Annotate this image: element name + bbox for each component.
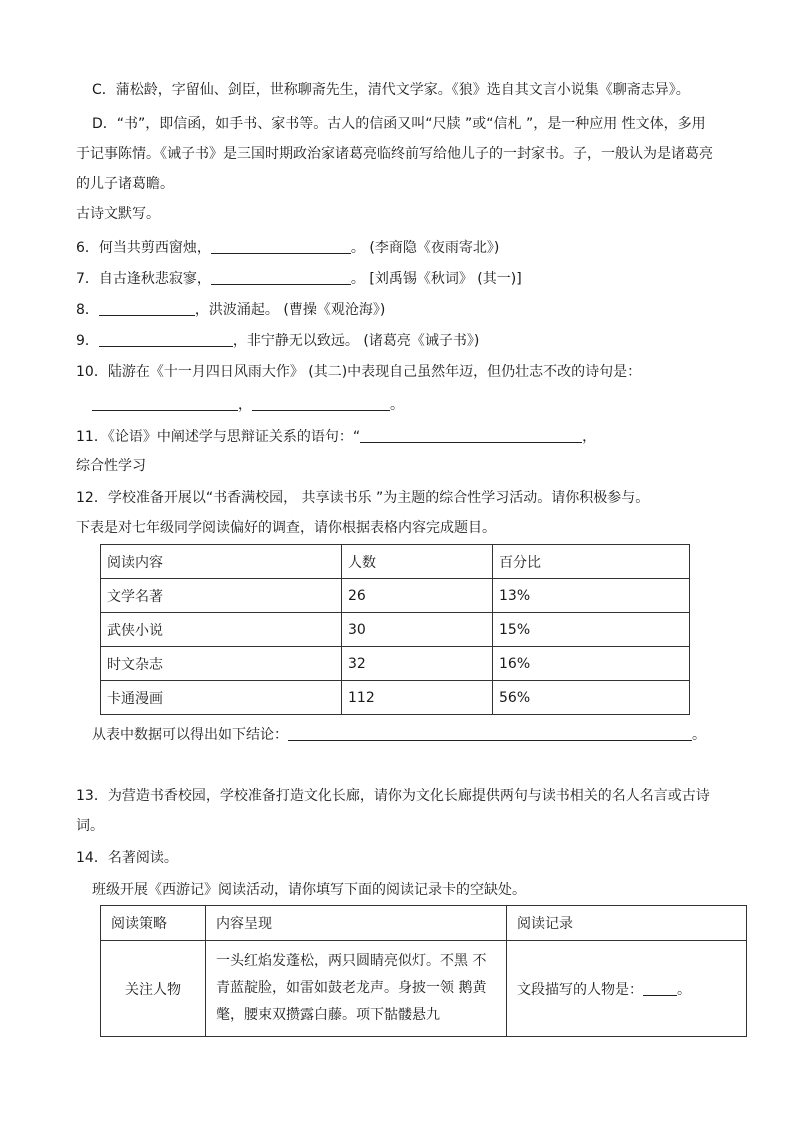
question-9: 9． ，非宁静无以致远。 (诸葛亮《诫子书》) <box>76 330 479 351</box>
table-cell: 56% <box>493 681 690 715</box>
header-cell: 内容呈现 <box>206 906 507 941</box>
question-10: 10．陆游在《十一月四日风雨大作》 (其二)中表现自己虽然年迈，但仍壮志不改的诗句是： <box>76 364 642 380</box>
answer-blank[interactable] <box>211 268 351 285</box>
table-row <box>101 579 690 613</box>
header-cell: 人数 <box>342 545 493 579</box>
question-10-answers: ， 。 <box>92 394 404 415</box>
table-row <box>101 647 690 681</box>
table-header-row <box>101 545 690 579</box>
table-cell: 武侠小说 <box>101 613 342 647</box>
section-comprehensive: 综合性学习 <box>76 458 146 474</box>
header-cell: 阅读策略 <box>101 906 206 941</box>
answer-blank[interactable] <box>252 394 390 411</box>
question-14-sub: 班级开展《西游记》阅读活动，请你填写下面的阅读记录卡的空缺处。 <box>92 882 526 898</box>
record-cell: 文段描写的人物是： 。 <box>507 941 747 1037</box>
table-cell: 文学名著 <box>101 579 342 613</box>
question-13-line2: 词。 <box>76 818 104 834</box>
question-7: 7．自古逢秋悲寂寥， 。 [刘禹锡《秋词》 (其一)] <box>76 268 522 289</box>
question-11: 11．《论语》中阐述学与思辩证关系的语句：“ ， <box>76 426 596 447</box>
answer-blank[interactable] <box>99 299 195 316</box>
answer-blank[interactable] <box>288 724 692 741</box>
conclusion-line: 从表中数据可以得出如下结论： 。 <box>92 724 706 745</box>
table-cell: 32 <box>342 647 493 681</box>
table-cell: 时文杂志 <box>101 647 342 681</box>
question-14: 14．名著阅读。 <box>76 850 178 866</box>
table-cell: 15% <box>493 613 690 647</box>
header-cell: 百分比 <box>493 545 690 579</box>
question-12-sub: 下表是对七年级同学阅读偏好的调查，请你根据表格内容完成题目。 <box>76 520 496 536</box>
option-c: C．蒲松龄，字留仙、剑臣，世称聊斋先生，清代文学家。《狼》选自其文言小说集《聊斋志异》。 <box>92 82 690 98</box>
option-d-line1: D．“书”，即信函，如手书、家书等。古人的信函又叫“尺牍 ”或“信札 ”，是一种应用 性文体，多用 <box>92 116 706 132</box>
question-6: 6．何当共剪西窗烛， 。 (李商隐《夜雨寄北》) <box>76 237 499 258</box>
table-cell: 13% <box>493 579 690 613</box>
record-card-table <box>100 905 747 1037</box>
strategy-cell: 关注人物 <box>101 941 206 1037</box>
question-13-line1: 13．为营造书香校园，学校准备打造文化长廊，请你为文化长廊提供两句与读书相关的名人名言或古诗 <box>76 788 710 804</box>
header-cell: 阅读内容 <box>101 545 342 579</box>
table-cell: 卡通漫画 <box>101 681 342 715</box>
question-12: 12．学校准备开展以“书香满校园， 共享读书乐 ”为主题的综合性学习活动。请你积极参与。 <box>76 490 650 506</box>
table-cell: 16% <box>493 647 690 681</box>
survey-table <box>100 544 690 715</box>
header-cell: 阅读记录 <box>507 906 747 941</box>
table-cell: 30 <box>342 613 493 647</box>
question-8: 8． ，洪波涌起。 (曹操《观沧海》) <box>76 299 385 320</box>
content-line: 一头红焰发蓬松，两只圆睛亮似灯。不黑 不 <box>216 953 487 969</box>
table-cell: 112 <box>342 681 493 715</box>
table-cell: 26 <box>342 579 493 613</box>
content-cell <box>206 941 507 1037</box>
answer-blank[interactable] <box>99 330 233 347</box>
table-header-row <box>101 906 747 941</box>
answer-blank[interactable] <box>360 426 582 443</box>
answer-blank[interactable] <box>211 237 351 254</box>
option-d-line3: 的儿子诸葛瞻。 <box>76 176 174 192</box>
content-line: 氅，腰束双攒露白藤。项下骷髅悬九 <box>216 1007 440 1023</box>
option-d-line2: 于记事陈情。《诫子书》是三国时期政治家诸葛亮临终前写给他儿子的一封家书。子，一般认为是诸葛亮 <box>76 146 713 162</box>
table-row <box>101 941 747 1037</box>
table-row <box>101 613 690 647</box>
section-poetry: 古诗文默写。 <box>76 206 160 222</box>
content-line: 青蓝靛脸，如雷如鼓老龙声。身披一领 鹅黄 <box>216 980 487 996</box>
answer-blank[interactable] <box>643 979 677 996</box>
answer-blank[interactable] <box>92 394 238 411</box>
table-row <box>101 681 690 715</box>
